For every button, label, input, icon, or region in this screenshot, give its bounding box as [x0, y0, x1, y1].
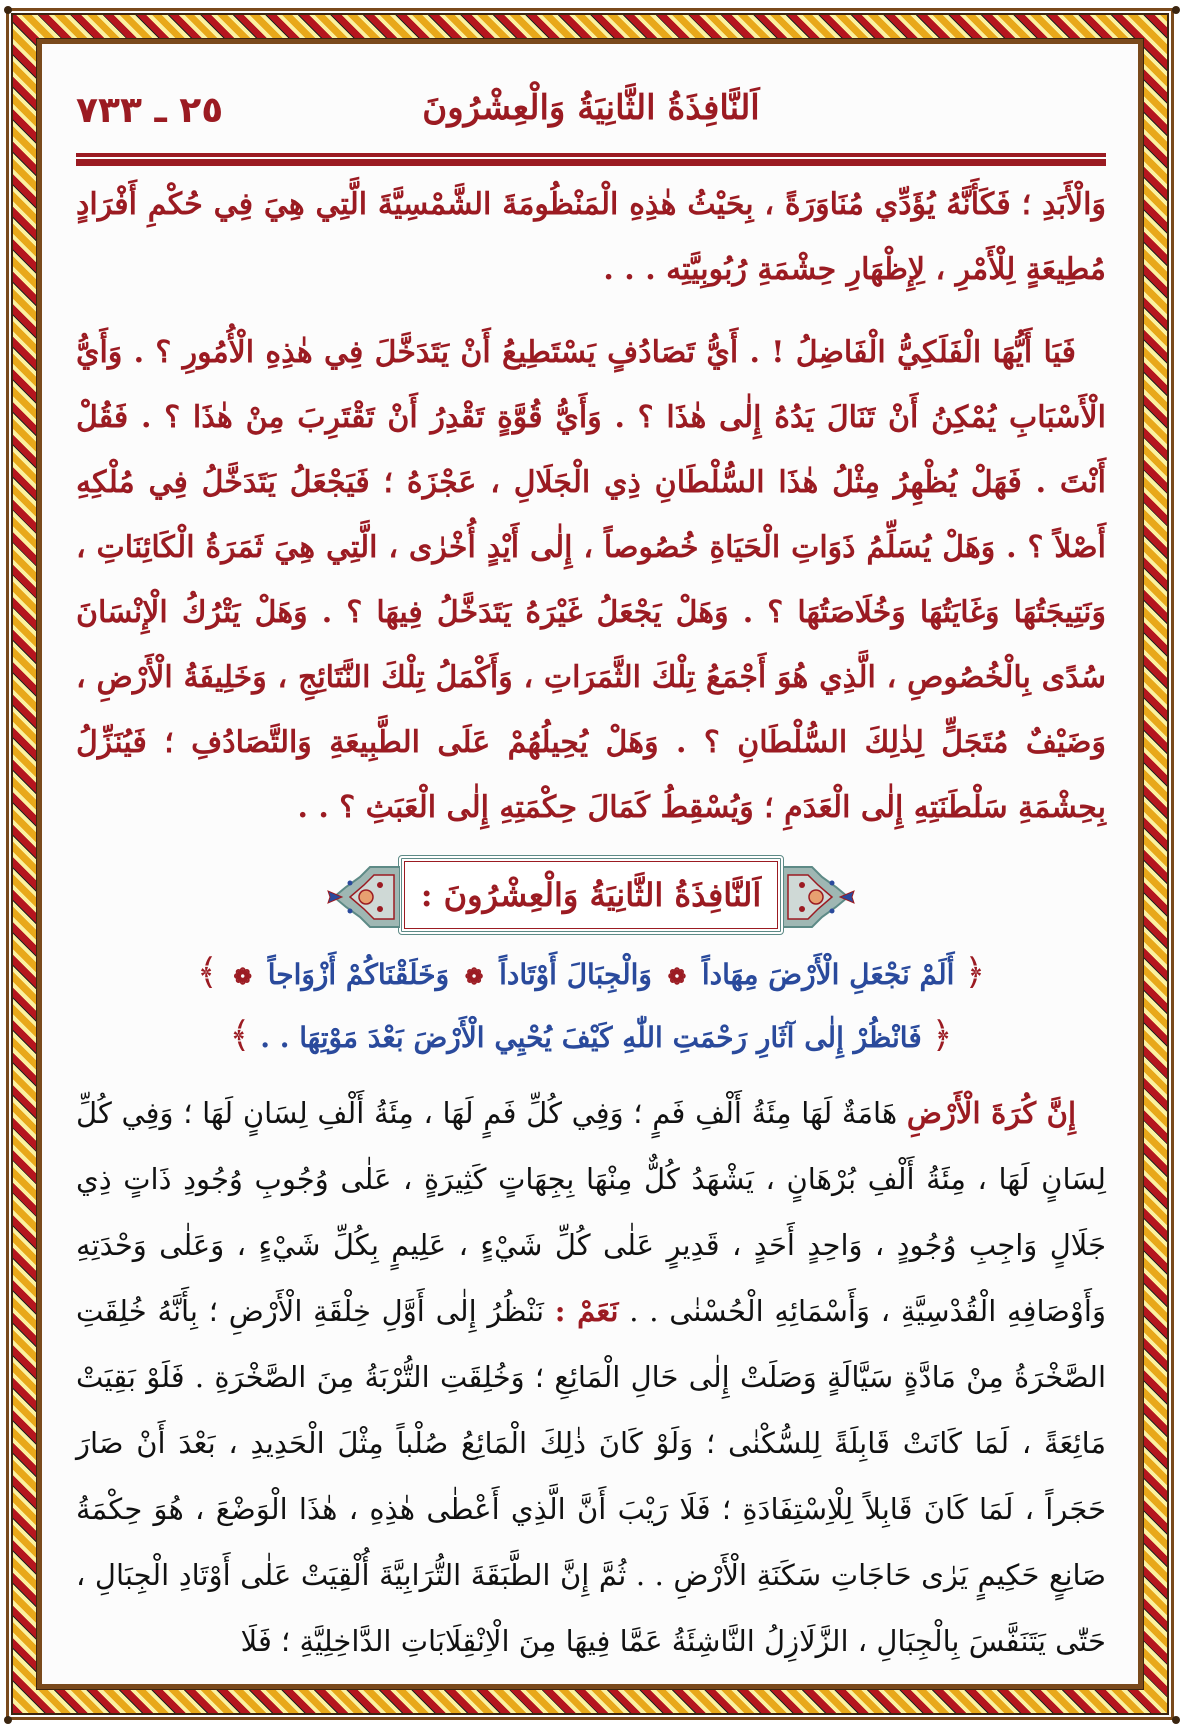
- corner-knob-icon: [4, 6, 12, 14]
- header-rule-thin: [76, 153, 1106, 157]
- verse-end-rosette-icon: ❁: [464, 964, 484, 990]
- body-text-1: هَامَةٌ لَهَا مِئَةُ أَلْفِ فَمٍ ؛ وَفِي كُلِّ فَمٍ لَهَا ، مِئَةُ أَلْفِ لِسَانٍ لَهَا ؛ وَفِي كُلِّ لِسَانٍ لَهَا ، مِئَةُ أَلْفِ بُرْهَانٍ ، يَشْهَدُ كُلٌّ مِنْهَا بِجِهَاتٍ كَثِيرَةٍ ، عَلٰى وُجُوبِ وُجُودِ ذَاتٍ ذِي جَلَالٍ وَاجِبِ وُجُودٍ ، وَاحِدٍ أَحَدٍ ، قَدِيرٍ عَلٰى كُلِّ شَيْءٍ ، عَلِيمٍ بِكُلِّ شَيْءٍ ، وَعَلٰى وَحْدَتِهِ وَأَوْصَافِهِ الْقُدْسِيَّةِ ، وَأَسْمَائِهِ الْحُسْنٰى . .: [76, 1096, 1106, 1328]
- verse-close-bracket-icon: ﴾: [229, 1015, 251, 1056]
- arabesque-ornament-icon: [326, 861, 400, 933]
- verse-text: وَالْجِبَالَ أَوْتَاداً: [499, 958, 652, 991]
- quran-verse-2: [76, 1015, 1106, 1056]
- verse-end-rosette-icon: ❁: [667, 964, 687, 990]
- verse-close-bracket-icon: ﴾: [196, 952, 218, 993]
- arabesque-ornament-icon: [782, 861, 856, 933]
- verse-end-rosette-icon: ❁: [233, 964, 252, 990]
- corner-knob-icon: [1172, 1716, 1180, 1724]
- header-rule-thick: [76, 159, 1106, 166]
- lead-highlight: إِنَّ كُرَةَ الْأَرْضِ: [906, 1096, 1076, 1130]
- verse-open-bracket-icon: ﴿: [964, 952, 986, 993]
- corner-knob-icon: [1172, 6, 1180, 14]
- body-text-2: نَنْظُرُ إِلٰى أَوَّلِ خِلْقَةِ الْأَرْضِ ؛ بِأَنَّهُ خُلِقَتِ الصَّخْرَةُ مِنْ مَادَّةٍ سَيَّالَةٍ وَصَلَتْ إِلٰى حَالِ الْمَائِعِ ؛ وَخُلِقَتِ التُّرْبَةُ مِنَ الصَّخْرَةِ . فَلَوْ بَقِيَتْ مَائِعَةً ، لَمَا كَانَتْ قَابِلَةً لِلسُّكْنٰى ؛ وَلَوْ كَانَ ذٰلِكَ الْمَائِعُ صُلْباً مِثْلَ الْحَدِيدِ ، بَعْدَ أَنْ صَارَ حَجَراً ، لَمَا كَانَ قَابِلاً لِلْاِسْتِفَادَةِ ؛ فَلَا رَيْبَ أَنَّ الَّذِي أَعْطٰى هٰذِهِ ، هٰذَا الْوَضْعَ ، هُوَ حِكْمَةُ صَانِعٍ حَكِيمٍ يَرٰى حَاجَاتِ سَكَنَةِ الْأَرْضِ . . ثُمَّ إِنَّ الطَّبَقَةَ التُّرَابِيَّةَ أُلْقِيَتْ عَلٰى أَوْتَادِ الْجِبَالِ ، حَتّٰى يَتَنَفَّسَ بِالْجِبَالِ ، الزَّلَازِلُ النَّاشِئَةُ عَمَّا فِيهَا مِنَ الْاِنْقِلَابَاتِ الدَّاخِلِيَّةِ ؛ فَلَا: [76, 1294, 1107, 1658]
- paragraph-body: [76, 1080, 1106, 1674]
- paragraph-red-1: وَالْأَبَدِ ؛ فَكَأَنَّهُ يُؤَدِّي مُنَاوَرَةً ، بِحَيْثُ هٰذِهِ الْمَنْظُومَةَ الشَّمْسِيَّةَ الَّتِي هِيَ فِي حُكْمِ أَفْرَادٍ مُطِيعَةٍ لِلْأَمْرِ ، لِإِظْهَارِ حِشْمَةِ رُبُوبِيَّتِه . . .: [76, 187, 1106, 287]
- paragraph-red-2: فَيَا أَيُّهَا الْفَلَكِيُّ الْفَاضِلُ ! . أَيُّ تَصَادُفٍ يَسْتَطِيعُ أَنْ يَتَدَخَّلَ فِي هٰذِهِ الْأُمُورِ ؟ . وَأَيُّ الْأَسْبَابِ يُمْكِنُ أَنْ تَنَالَ يَدُهُ إِلٰى هٰذَا ؟ . وَأَيُّ قُوَّةٍ تَقْدِرُ أَنْ تَقْتَرِبَ مِنْ هٰذَا ؟ . فَقُلْ أَنْتَ . فَهَلْ يُظْهِرُ مِثْلُ هٰذَا السُّلْطَانِ ذِي الْجَلَالِ ، عَجْزَهُ ؛ فَيَجْعَلُ يَتَدَخَّلُ فِي مُلْكِهِ أَصْلاً ؟ . وَهَلْ يُسَلِّمُ ذَوَاتِ الْحَيَاةِ خُصُوصاً ، إِلٰى أَيْدٍ أُخْرٰى ، الَّتِي هِيَ ثَمَرَةُ الْكَائِنَاتِ ، وَنَتِيجَتُهَا وَغَايَتُهَا وَخُلَاصَتُهَا ؟ . وَهَلْ يَجْعَلُ غَيْرَهُ يَتَدَخَّلُ فِيهَا ؟ . وَهَلْ يَتْرُكُ الْإِنْسَانَ سُدًى بِالْخُصُوصِ ، الَّذِي هُوَ أَجْمَعُ تِلْكَ الثَّمَرَاتِ ، وَأَكْمَلُ تِلْكَ النَّتَائِجِ ، وَخَلِيفَةُ الْأَرْضِ ، وَضَيْفٌ مُتَجَلٍّ لِذٰلِكَ السُّلْطَانِ ؟ . وَهَلْ يُحِيلُهُمْ عَلَى الطَّبِيعَةِ وَالتَّصَادُفِ ؛ فَيُنَزِّلُ بِحِشْمَةِ سَلْطَنَتِهِ إِلٰى الْعَدَمِ ؛ وَيُسْقِطُ كَمَالَ حِكْمَتِهِ إِلٰى الْعَبَثِ ؟ . .: [76, 335, 1106, 825]
- section-title: اَلنَّافِذَةُ الثَّانِيَةُ وَالْعِشْرُونَ :: [420, 876, 762, 914]
- running-title: اَلنَّافِذَةُ الثَّانِيَةُ وَالْعِشْرُونَ: [422, 88, 760, 128]
- verse-open-bracket-icon: ﴿: [931, 1015, 953, 1056]
- verse-text: فَانْظُرْ إِلٰى آثَارِ رَحْمَتِ اللّٰهِ كَيْفَ يُحْيِي الْأَرْضَ بَعْدَ مَوْتِهَا . .: [260, 1021, 922, 1054]
- section-title-box: [398, 855, 784, 935]
- page-number: ٢٥ ـ ٧٣٣: [76, 90, 224, 131]
- verse-text: وَخَلَقْنَاكُمْ أَزْوَاجاً: [267, 958, 450, 991]
- inline-highlight: نَعَمْ :: [554, 1294, 619, 1328]
- corner-knob-icon: [4, 1716, 12, 1724]
- section-heading: [326, 855, 856, 939]
- header-rule: [76, 153, 1106, 166]
- verse-text: أَلَمْ نَجْعَلِ الْأَرْضَ مِهَاداً: [701, 958, 955, 991]
- quran-verse-1: [76, 952, 1106, 993]
- running-header: [76, 88, 1106, 138]
